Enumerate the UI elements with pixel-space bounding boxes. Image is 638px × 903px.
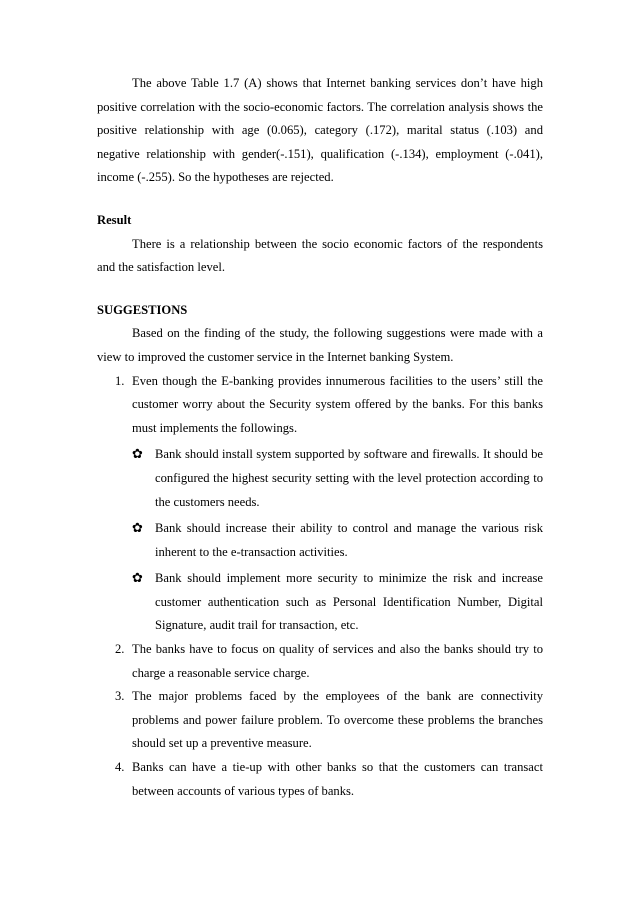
flower-icon: ✿	[132, 521, 143, 537]
item-number: 2.	[115, 642, 125, 657]
sub-list-item	[132, 443, 543, 514]
intro-paragraph: The above Table 1.7 (A) shows that Internet banking services don’t have high positive correlation with the socio-economic factors. The correlation analysis shows the positive relationship with age (0.065), category (.172), marital status (.103) and negative relationship with gender(-.151), qualification (-.134), employment (-.041), income (-.255). So the hypotheses are rejected.	[97, 76, 543, 185]
sub-item-text: Bank should install system supported by software and firewalls. It should be configured the highest security setting with the level protection according to the customers needs.	[155, 447, 543, 509]
spacer	[97, 190, 543, 209]
list-item	[97, 370, 543, 639]
suggestions-heading: SUGGESTIONS	[97, 302, 188, 317]
sub-list-item	[132, 517, 543, 564]
suggestions-list	[97, 370, 543, 804]
item-text: Banks can have a tie-up with other banks so that the customers can transact between accounts of various types of banks.	[132, 760, 543, 798]
item-text: The major problems faced by the employees of the bank are connectivity problems and power failure problem. To overcome these problems the branches should set up a preventive measure.	[132, 689, 543, 751]
sub-list-item	[132, 567, 543, 638]
sub-list	[132, 443, 543, 638]
item-text: Even though the E-banking provides innumerous facilities to the users’ still the customer worry about the Security system offered by the banks. For this banks must implements the followings.	[132, 373, 543, 435]
item-number: 4.	[115, 760, 125, 775]
item-number: 1.	[115, 373, 125, 388]
suggestions-intro: Based on the finding of the study, the following suggestions were made with a view to improved the customer service in the Internet banking System.	[97, 326, 543, 364]
sub-item-text: Bank should increase their ability to control and manage the various risk inherent to the e-transaction activities.	[155, 521, 543, 559]
flower-icon: ✿	[132, 447, 143, 463]
sub-item-text: Bank should implement more security to minimize the risk and increase customer authentication such as Personal Identification Number, Digital Signature, audit trail for transaction, etc.	[155, 571, 543, 633]
item-number: 3.	[115, 689, 125, 704]
result-paragraph: There is a relationship between the socio economic factors of the respondents and the satisfaction level.	[97, 236, 543, 275]
list-item	[97, 685, 543, 756]
list-item	[97, 638, 543, 685]
spacer	[97, 280, 543, 299]
result-heading: Result	[97, 212, 132, 227]
item-text: The banks have to focus on quality of services and also the banks should try to charge a reasonable service charge.	[132, 642, 543, 680]
flower-icon: ✿	[132, 571, 143, 587]
document-page	[97, 72, 543, 803]
list-item	[97, 756, 543, 803]
